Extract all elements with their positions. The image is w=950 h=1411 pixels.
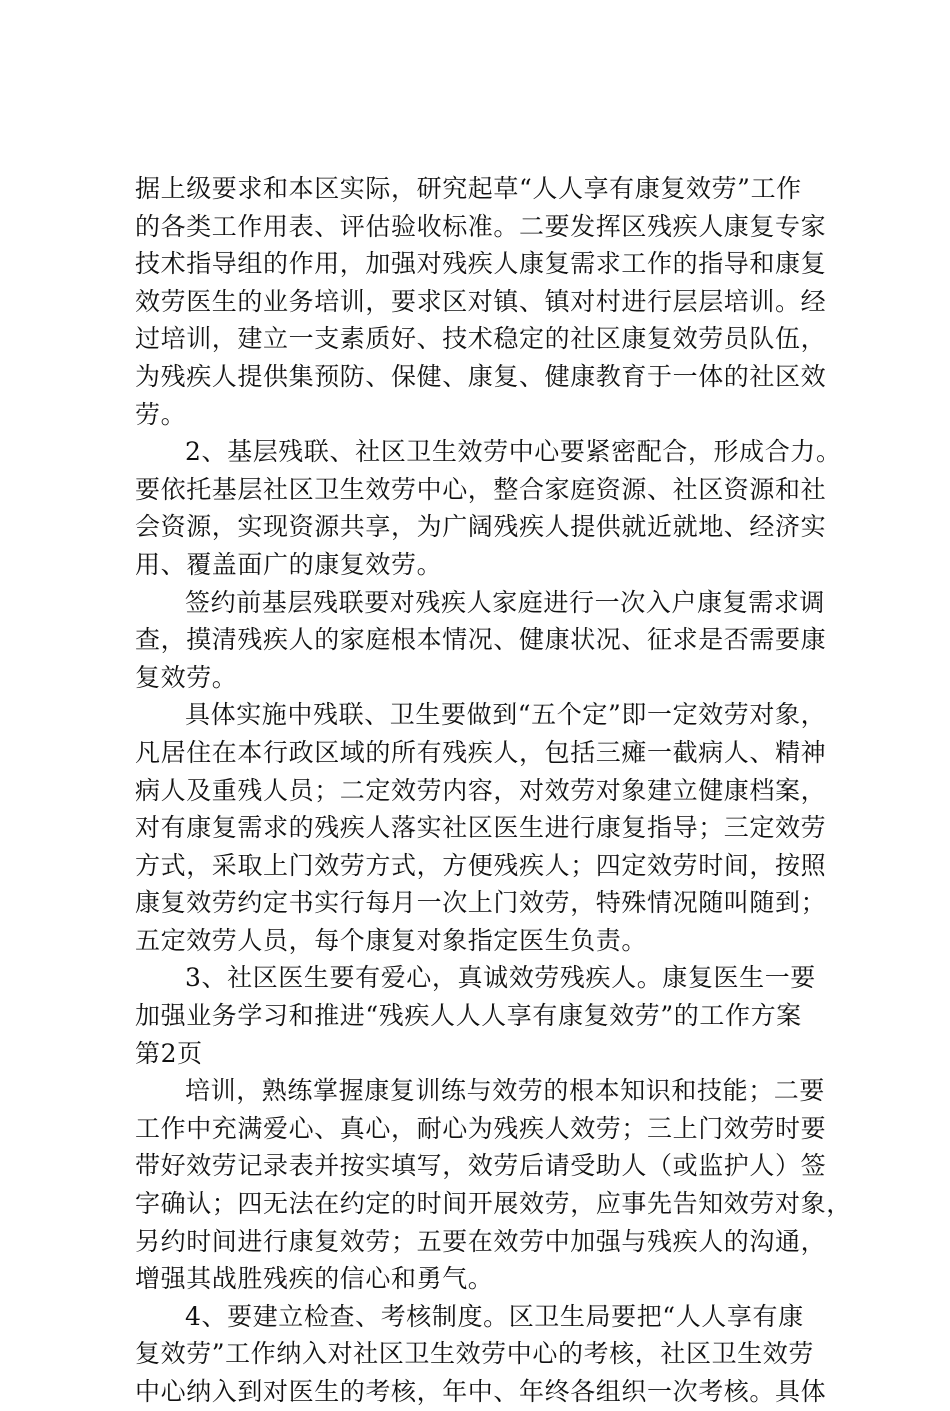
- text-line: 用、覆盖面广的康复效劳。: [135, 549, 443, 579]
- text-line: 中心纳入到对医生的考核，年中、年终各组织一次考核。具体: [135, 1377, 827, 1406]
- text-line: 4、要建立检查、考核制度。区卫生局要把“人人享有康: [185, 1301, 804, 1331]
- text-line: 凡居住在本行政区域的所有残疾人，包括三瘫一截病人、精神: [135, 737, 827, 767]
- text-line: 对有康复需求的残疾人落实社区医生进行康复指导；三定效劳: [135, 813, 827, 843]
- text-line: 第2页: [135, 1038, 203, 1068]
- text-line: 具体实施中残联、卫生要做到“五个定”即一定效劳对象，: [185, 700, 827, 730]
- text-line: 另约时间进行康复效劳；五要在效劳中加强与残疾人的沟通，: [135, 1226, 827, 1256]
- text-line: 效劳医生的业务培训，要求区对镇、镇对村进行层层培训。经: [135, 286, 827, 316]
- document-body: [135, 170, 852, 1411]
- text-line: 3、社区医生要有爱心，真诚效劳残疾人。康复医生一要: [185, 963, 816, 993]
- text-line: 培训，熟练掌握康复训练与效劳的根本知识和技能；二要: [185, 1076, 826, 1106]
- text-line: 病人及重残人员；二定效劳内容，对效劳对象建立健康档案，: [135, 775, 827, 805]
- text-line: 加强业务学习和推进“残疾人人人享有康复效劳”的工作方案: [135, 1001, 802, 1031]
- text-line: 为残疾人提供集预防、保健、康复、健康教育于一体的社区效: [135, 361, 827, 391]
- text-line: 的各类工作用表、评估验收标准。二要发挥区残疾人康复专家: [135, 211, 827, 241]
- text-line: 五定效劳人员，每个康复对象指定医生负责。: [135, 925, 648, 955]
- text-line: 查，摸清残疾人的家庭根本情况、健康状况、征求是否需要康: [135, 625, 827, 655]
- text-line: 带好效劳记录表并按实填写，效劳后请受助人（或监护人）签: [135, 1151, 827, 1181]
- text-line: 过培训，建立一支素质好、技术稳定的社区康复效劳员队伍，: [135, 324, 827, 354]
- text-line: 方式，采取上门效劳方式，方便残疾人；四定效劳时间，按照: [135, 850, 827, 880]
- text-line: 会资源，实现资源共享，为广阔残疾人提供就近就地、经济实: [135, 512, 827, 542]
- text-line: 复效劳”工作纳入对社区卫生效劳中心的考核，社区卫生效劳: [135, 1339, 814, 1369]
- text-line: 签约前基层残联要对残疾人家庭进行一次入户康复需求调: [185, 587, 826, 617]
- text-line: 技术指导组的作用，加强对残疾人康复需求工作的指导和康复: [135, 249, 827, 279]
- text-line: 字确认；四无法在约定的时间开展效劳，应事先告知效劳对象，: [135, 1189, 852, 1219]
- text-line: 劳。: [135, 399, 187, 429]
- text-line: 2、基层残联、社区卫生效劳中心要紧密配合，形成合力。: [185, 437, 842, 467]
- text-line: 据上级要求和本区实际，研究起草“人人享有康复效劳”工作: [135, 174, 802, 203]
- text-line: 要依托基层社区卫生效劳中心，整合家庭资源、社区资源和社: [135, 474, 827, 504]
- text-line: 工作中充满爱心、真心，耐心为残疾人效劳；三上门效劳时要: [135, 1113, 827, 1143]
- text-line: 康复效劳约定书实行每月一次上门效劳，特殊情况随叫随到；: [135, 888, 827, 918]
- text-line: 复效劳。: [135, 662, 238, 692]
- text-line: 增强其战胜残疾的信心和勇气。: [135, 1264, 494, 1294]
